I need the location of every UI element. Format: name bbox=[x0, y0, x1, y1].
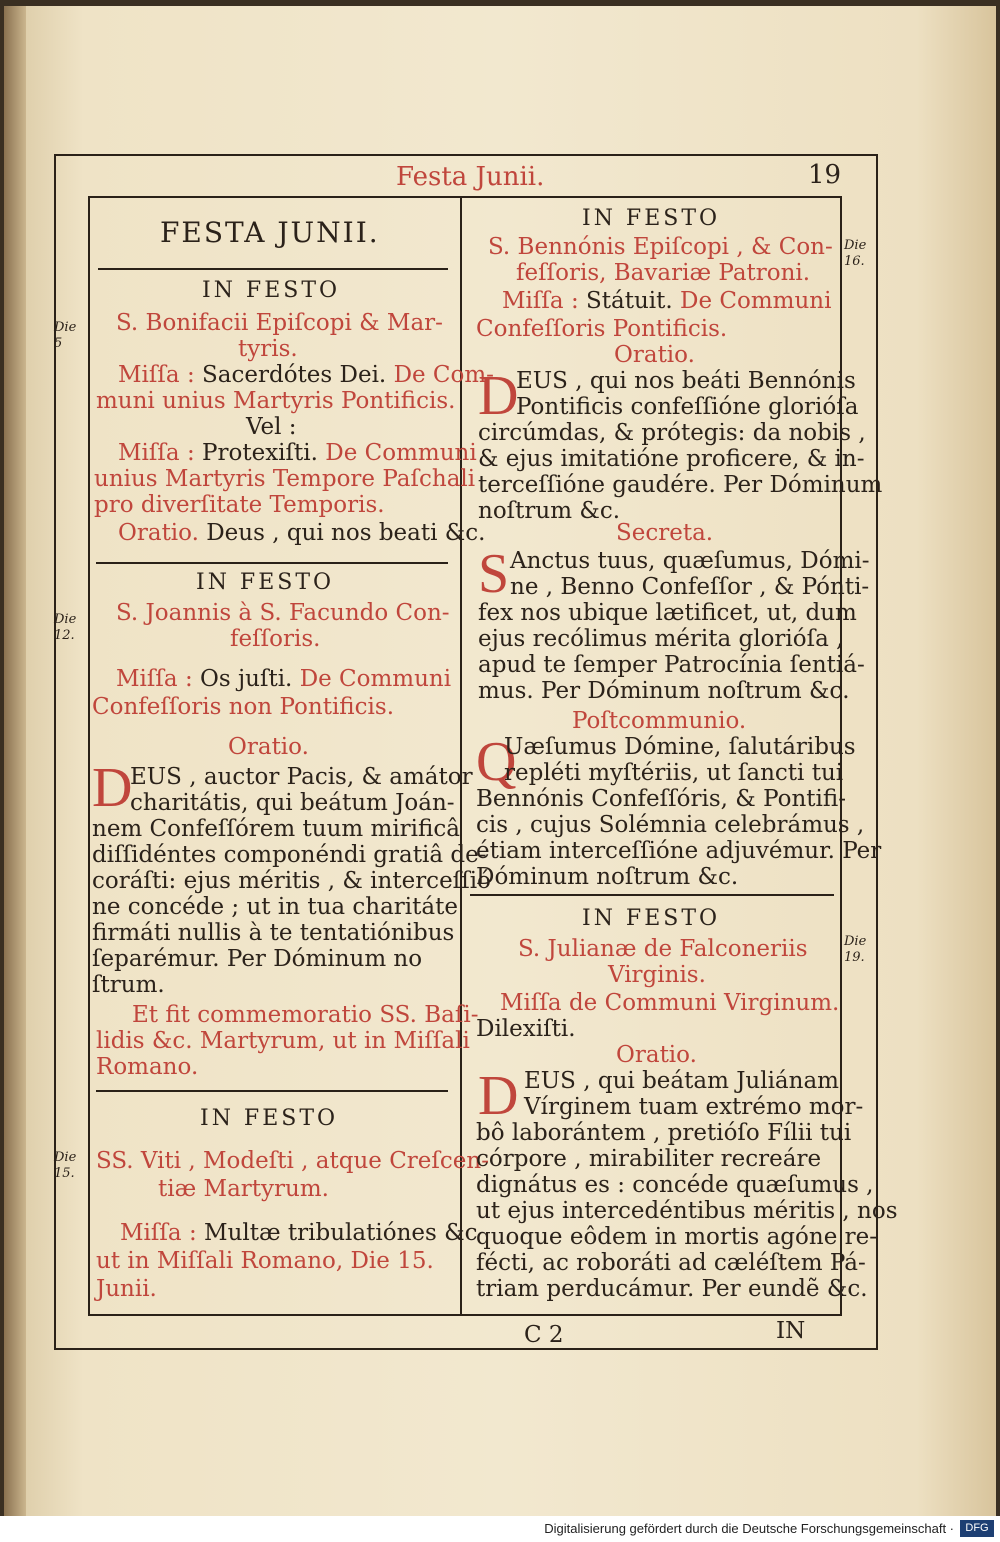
missa-red: De Communi bbox=[299, 666, 452, 692]
vel: Vel : bbox=[246, 414, 297, 440]
missa-text: Multæ tribulatiónes &c bbox=[204, 1220, 478, 1246]
margin-note: 15. bbox=[54, 1166, 75, 1181]
separator bbox=[96, 562, 448, 564]
missa-cont: muni unius Martyris Pontificis. bbox=[96, 388, 456, 414]
text-line: ne concéde ; ut in tua charitáte bbox=[92, 894, 458, 920]
missa-cont: Dilexiſti. bbox=[476, 1016, 576, 1042]
text-line: ejus recólimus mérita glorióſa , bbox=[478, 626, 844, 652]
signature-mark: C 2 bbox=[524, 1322, 564, 1348]
postcommunio-label: Poſtcommunio. bbox=[572, 708, 747, 734]
feast-name: tyris. bbox=[238, 336, 298, 362]
text-line: mus. Per Dóminum noſtrum &c. bbox=[478, 678, 850, 704]
separator bbox=[96, 1090, 448, 1092]
text-line: ne , Benno Confeſſor , & Pónti- bbox=[510, 574, 870, 600]
text-line: Dóminum noſtrum &c. bbox=[476, 864, 739, 890]
margin-note: 5 bbox=[54, 336, 63, 351]
text-line: Pontificis confeſſióne glorióſa bbox=[516, 394, 859, 420]
text-line: diſſidéntes componéndi gratiâ de- bbox=[92, 842, 487, 868]
text-line: & ejus imitatióne proficere, & in- bbox=[478, 446, 865, 472]
margin-note: Die bbox=[54, 320, 77, 335]
oratio-text: Deus , qui nos beati &c. bbox=[206, 520, 486, 546]
inner-left bbox=[88, 196, 90, 1316]
missa-line bbox=[502, 288, 831, 314]
feast-name: feſſoris. bbox=[230, 626, 321, 652]
text-line: Romano. bbox=[96, 1054, 199, 1080]
running-title: Festa Junii. bbox=[396, 162, 545, 192]
text-line: ut ejus intercedéntibus méritis , nos bbox=[476, 1198, 898, 1224]
margin-note: Die bbox=[844, 238, 867, 253]
digitization-footer bbox=[0, 1516, 1000, 1542]
missa-text: Protexiſti. bbox=[202, 440, 318, 466]
text-line: lidis &c. Martyrum, ut in Miſſali bbox=[96, 1028, 470, 1054]
text-line: fécti, ac roboráti ad cæléſtem Pá- bbox=[476, 1250, 866, 1276]
separator bbox=[98, 268, 448, 270]
missa-label: Miſſa : bbox=[116, 666, 193, 692]
frame-bottom bbox=[54, 1348, 878, 1350]
feast-title: IN FESTO bbox=[202, 278, 341, 303]
footer-credit: Digitalisierung gefördert durch die Deutsche Forschungsgemeinschaft · bbox=[544, 1521, 954, 1536]
drop-capital: D bbox=[478, 365, 519, 427]
text-line: Uæſumus Dómine, ſalutáribus bbox=[504, 734, 856, 760]
text-line: charitátis, qui beátum Joán- bbox=[130, 790, 455, 816]
text-line: dignátus es : concéde quæſumus , bbox=[476, 1172, 874, 1198]
margin-note: Die bbox=[844, 934, 867, 949]
oratio-label: Oratio. bbox=[228, 734, 309, 760]
oratio-label: Oratio. bbox=[614, 342, 695, 368]
feast-title: IN FESTO bbox=[200, 1106, 339, 1131]
missa-cont: ut in Miſſali Romano, Die 15. bbox=[96, 1248, 434, 1274]
missa-line bbox=[118, 440, 477, 466]
drop-capital: Q bbox=[476, 731, 517, 793]
missa-text: Sacerdótes Dei. bbox=[202, 362, 387, 388]
missa-label: Miſſa : bbox=[118, 362, 195, 388]
drop-capital: D bbox=[478, 1065, 519, 1127]
drop-capital: D bbox=[92, 757, 133, 819]
missa-label: Miſſa : bbox=[502, 288, 579, 314]
missa-red: De Com- bbox=[393, 362, 494, 388]
feast-name: S. Bennónis Epiſcopi , & Con- bbox=[488, 234, 833, 260]
secreta-label: Secreta. bbox=[616, 520, 714, 546]
section-heading: FESTA JUNII. bbox=[160, 216, 380, 249]
oratio-label: Oratio. bbox=[118, 520, 199, 546]
missa-line bbox=[118, 362, 494, 388]
text-line: Anctus tuus, quæſumus, Dómi- bbox=[510, 548, 870, 574]
text-line: EUS , qui beátam Juliánam bbox=[524, 1068, 839, 1094]
missa-line bbox=[116, 666, 451, 692]
margin-note: 16. bbox=[844, 254, 865, 269]
margin-note: Die bbox=[54, 1150, 77, 1165]
feast-title: IN FESTO bbox=[582, 206, 721, 231]
feast-name: S. Joannis à S. Facundo Con- bbox=[116, 600, 450, 626]
text-line: EUS , auctor Pacis, & amátor bbox=[130, 764, 473, 790]
text-line: fex nos ubique lætificet, ut, dum bbox=[478, 600, 857, 626]
text-line: triam perducámur. Per eundẽ &c. bbox=[476, 1276, 868, 1302]
book-gutter bbox=[4, 6, 26, 1516]
margin-note: 19. bbox=[844, 950, 865, 965]
inner-top bbox=[88, 196, 842, 198]
missa-red: De Communi bbox=[680, 288, 832, 314]
oratio-line bbox=[118, 520, 485, 546]
catchword: IN bbox=[776, 1318, 806, 1344]
feast-name: S. Julianæ de Falconeriis bbox=[518, 936, 808, 962]
missa-text: Státuit. bbox=[586, 288, 673, 314]
frame-right bbox=[876, 154, 878, 1350]
text-line: apud te ſemper Patrocínia ſentiá- bbox=[478, 652, 865, 678]
text-line: córpore , mirabiliter recreáre bbox=[476, 1146, 822, 1172]
oratio-label: Oratio. bbox=[616, 1042, 697, 1068]
margin-note: 12. bbox=[54, 628, 75, 643]
feast-name: S. Bonifacii Epiſcopi & Mar- bbox=[116, 310, 443, 336]
text-line: quoque eôdem in mortis agóne re- bbox=[476, 1224, 877, 1250]
missa-cont: Confeſſoris non Pontificis. bbox=[92, 694, 394, 720]
drop-capital: S bbox=[478, 543, 510, 605]
feast-name: SS. Viti , Modeſti , atque Creſcen- bbox=[96, 1148, 489, 1174]
text-line: ſeparémur. Per Dóminum no bbox=[92, 946, 423, 972]
inner-bottom bbox=[88, 1314, 842, 1316]
feast-name: Virginis. bbox=[608, 962, 706, 988]
page-number: 19 bbox=[808, 160, 842, 190]
margin-note: Die bbox=[54, 612, 77, 627]
text-line: repléti myſtériis, ut ſancti tui bbox=[504, 760, 844, 786]
frame-top bbox=[54, 154, 878, 156]
separator bbox=[470, 894, 834, 896]
text-line: nem Confeſſórem tuum mirificâ bbox=[92, 816, 460, 842]
dfg-logo: DFG bbox=[960, 1520, 994, 1537]
text-line: EUS , qui nos beáti Bennónis bbox=[516, 368, 856, 394]
text-line: noſtrum &c. bbox=[478, 498, 621, 524]
missa-label: Miſſa : bbox=[118, 440, 195, 466]
text-line: cis , cujus Solémnia celebrámus , bbox=[476, 812, 865, 838]
feast-name: feſſoris, Bavariæ Patroni. bbox=[516, 260, 811, 286]
missa-cont: Junii. bbox=[96, 1276, 157, 1302]
missa-line bbox=[120, 1220, 477, 1246]
feast-name: tiæ Martyrum. bbox=[158, 1176, 329, 1202]
missa-red: De Communi bbox=[325, 440, 477, 466]
text-line: étiam interceſſióne adjuvémur. Per bbox=[476, 838, 882, 864]
missa-text: Os juſti. bbox=[200, 666, 293, 692]
text-line: Et fit commemoratio SS. Baſi- bbox=[132, 1002, 479, 1028]
text-line: firmáti nullis à te tentatiónibus bbox=[92, 920, 455, 946]
text-line: terceſſióne gaudére. Per Dóminum bbox=[478, 472, 883, 498]
text-line: Vírginem tuam extrémo mor- bbox=[524, 1094, 864, 1120]
missa-red: Miſſa de Communi Virginum. bbox=[500, 990, 840, 1016]
text-line: coráſti: ejus méritis , & interceſſió bbox=[92, 868, 491, 894]
feast-title: IN FESTO bbox=[196, 570, 335, 595]
missa-cont: Confeſſoris Pontificis. bbox=[476, 316, 728, 342]
missa-cont: unius Martyris Tempore Paſchali bbox=[94, 466, 476, 492]
text-line: circúmdas, & prótegis: da nobis , bbox=[478, 420, 866, 446]
feast-title: IN FESTO bbox=[582, 906, 721, 931]
missa-cont: pro diverſitate Temporis. bbox=[94, 492, 385, 518]
book-page bbox=[4, 6, 996, 1516]
missa-label: Miſſa : bbox=[120, 1220, 197, 1246]
text-line: bô laborántem , pretióſo Fílii tui bbox=[476, 1120, 852, 1146]
text-line: Bennónis Confeſſóris, & Pontifi- bbox=[476, 786, 846, 812]
text-line: ſtrum. bbox=[92, 972, 165, 998]
